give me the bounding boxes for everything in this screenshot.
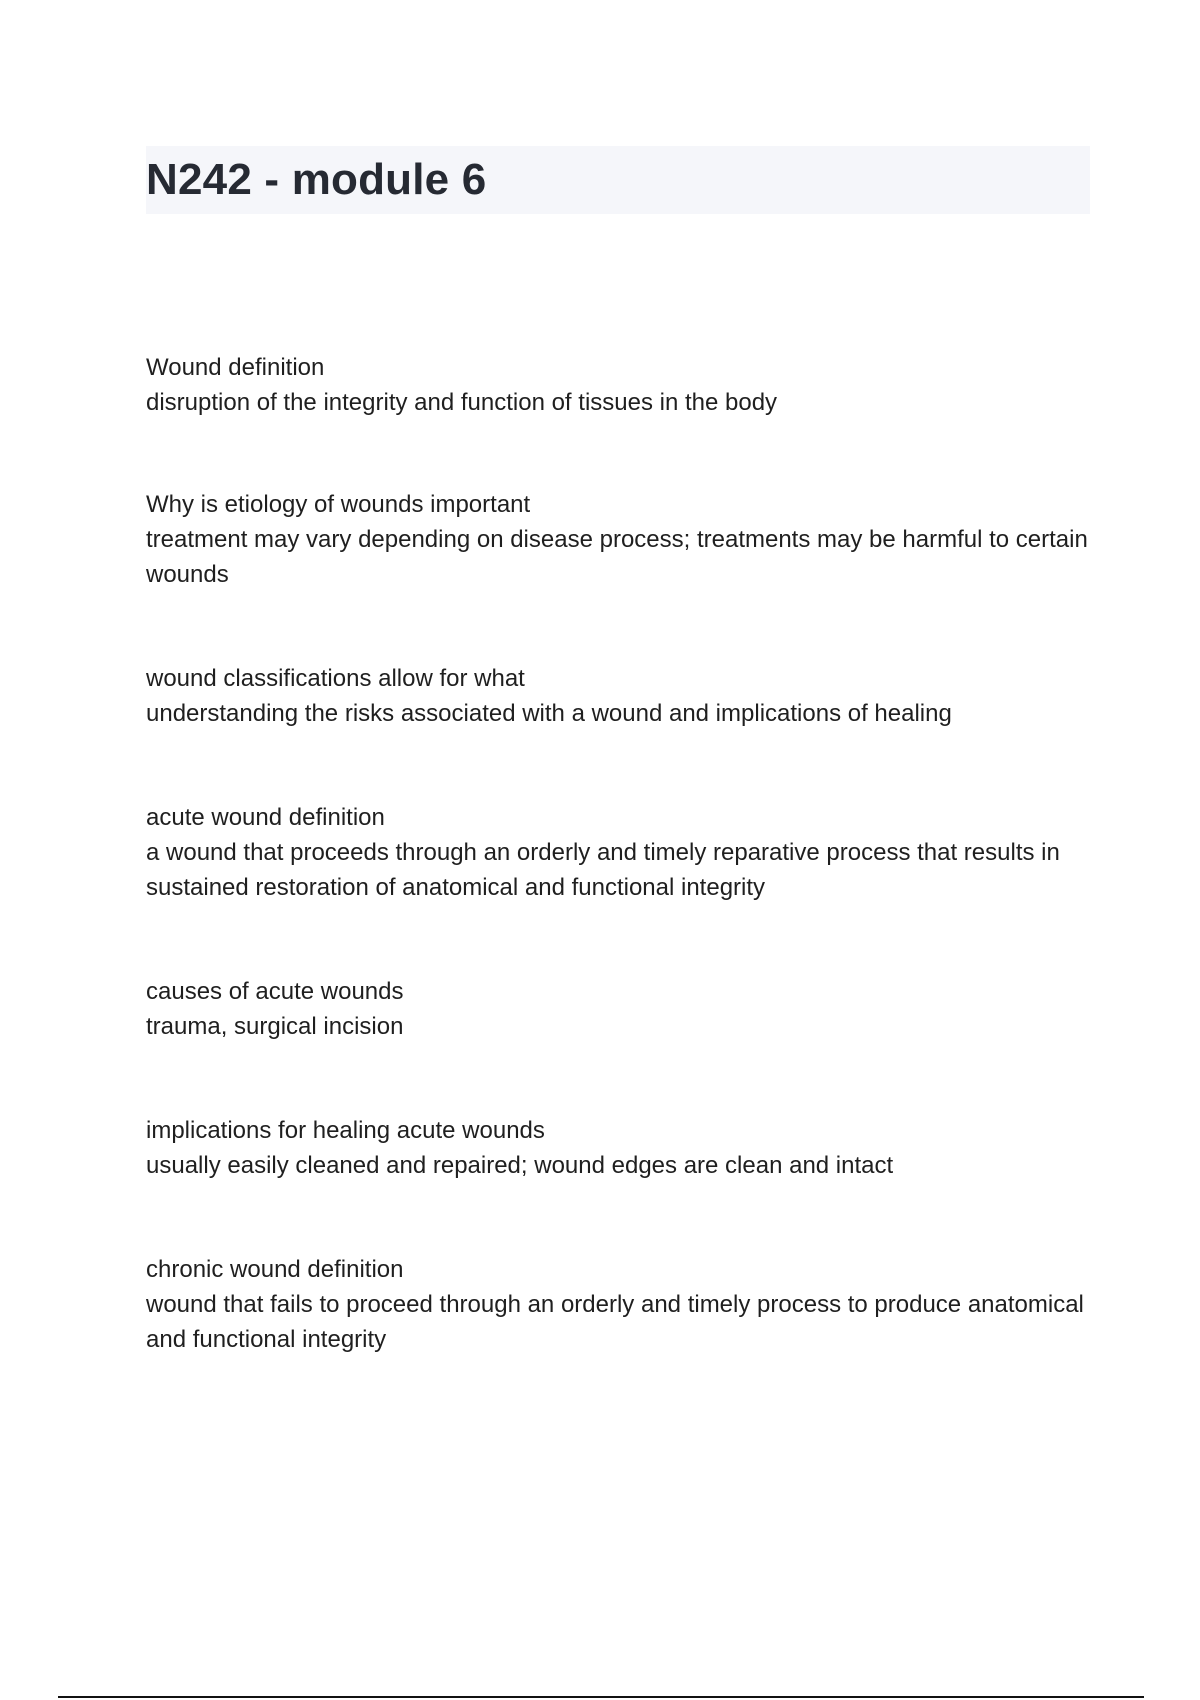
- flashcard: [146, 487, 1106, 592]
- footer-divider: [58, 1696, 1144, 1698]
- flashcard-term: wound classifications allow for what: [146, 665, 525, 692]
- flashcard-definition: understanding the risks associated with a wound and implications of healing: [146, 700, 952, 727]
- flashcard-definition: treatment may vary depending on disease process; treatments may be harmful to certain wounds: [146, 526, 1088, 588]
- flashcard: [146, 661, 952, 731]
- flashcard-definition: wound that fails to proceed through an orderly and timely process to produce anatomical and functional integrity: [146, 1291, 1084, 1353]
- flashcard-term: Why is etiology of wounds important: [146, 491, 531, 518]
- flashcard: [146, 1252, 1106, 1357]
- flashcard-term: implications for healing acute wounds: [146, 1117, 545, 1144]
- flashcard-definition: disruption of the integrity and function of tissues in the body: [146, 389, 778, 416]
- flashcard-definition: usually easily cleaned and repaired; wound edges are clean and intact: [146, 1152, 894, 1179]
- flashcard: [146, 1113, 893, 1183]
- flashcard-term: acute wound definition: [146, 804, 385, 831]
- flashcard: [146, 800, 1106, 905]
- flashcard: [146, 350, 777, 420]
- flashcard-definition: trauma, surgical incision: [146, 1013, 404, 1040]
- flashcard-term: causes of acute wounds: [146, 978, 404, 1005]
- flashcard: [146, 974, 404, 1044]
- title-band: [146, 146, 1090, 214]
- flashcard-definition: a wound that proceeds through an orderly and timely reparative process that results in sustained restoration of anatomical and functional integrity: [146, 839, 1060, 901]
- flashcard-term: chronic wound definition: [146, 1256, 404, 1283]
- flashcard-term: Wound definition: [146, 354, 325, 381]
- page-title: N242 - module 6: [146, 155, 487, 204]
